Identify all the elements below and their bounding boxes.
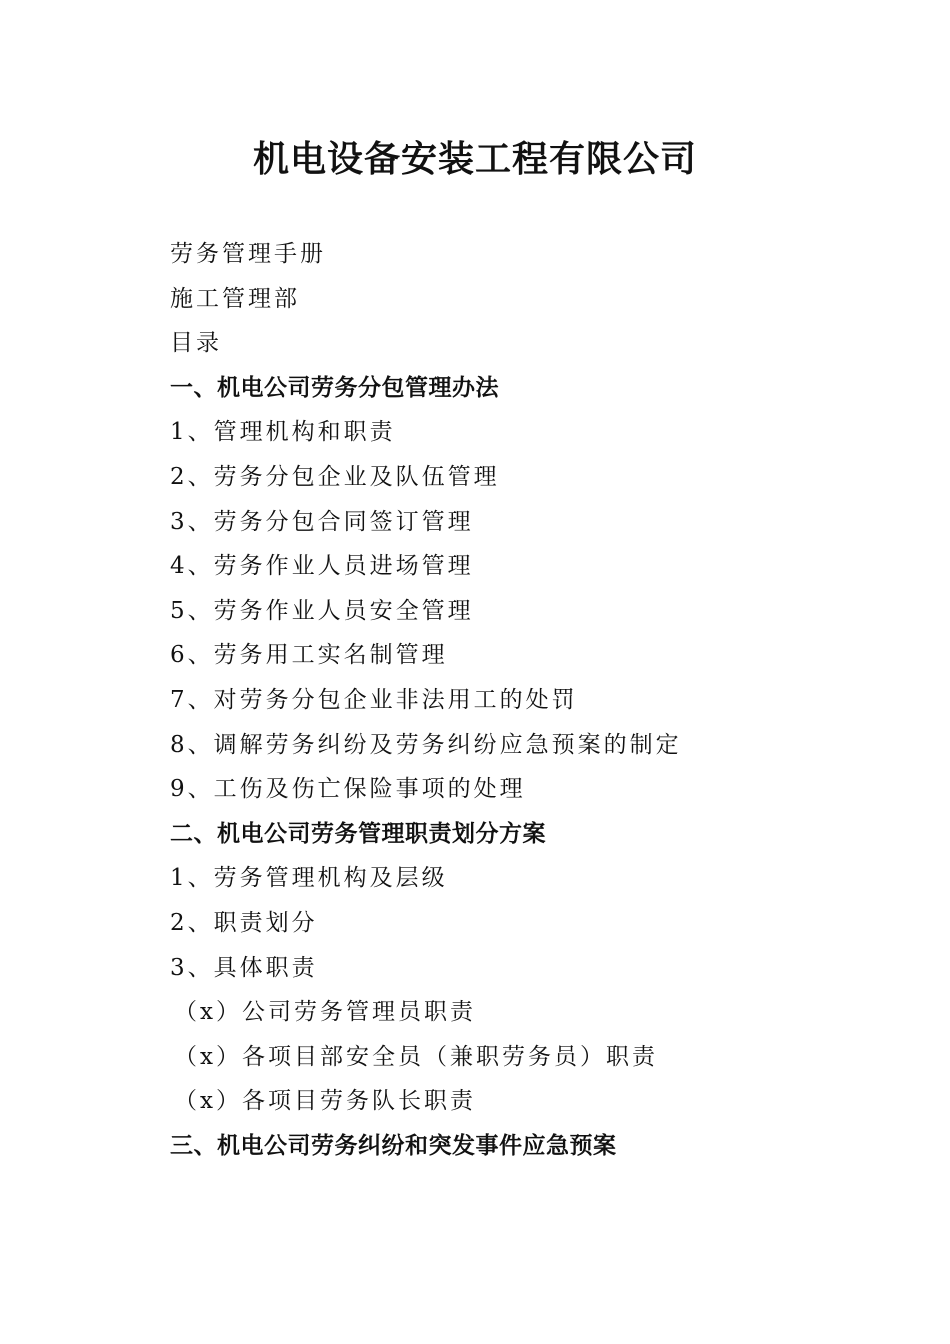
page-title: 机电设备安装工程有限公司	[252, 138, 697, 180]
toc-item: 2、劳务分包企业及队伍管理	[170, 463, 500, 490]
toc-item: 1、劳务管理机构及层级	[170, 865, 448, 892]
toc-item: 7、对劳务分包企业非法用工的处罚	[170, 686, 578, 713]
toc-subitem: （x）各项目部安全员（兼职劳务员）职责	[174, 1043, 658, 1070]
toc-item: 9、工伤及伤亡保险事项的处理	[170, 776, 526, 803]
toc-item: 3、劳务分包合同签订管理	[170, 508, 474, 535]
toc-item: 6、劳务用工实名制管理	[170, 642, 448, 669]
toc-subitem: （x）各项目劳务队长职责	[174, 1088, 476, 1115]
toc-item: 8、调解劳务纠纷及劳务纠纷应急预案的制定	[170, 731, 682, 758]
manual-title: 劳务管理手册	[170, 241, 326, 267]
toc-item: 5、劳务作业人员安全管理	[170, 597, 474, 624]
table-of-contents	[170, 232, 870, 1168]
toc-heading: 目录	[170, 330, 222, 357]
toc-item: 3、具体职责	[170, 954, 318, 981]
toc-item: 4、劳务作业人员进场管理	[170, 553, 474, 580]
department-name: 施工管理部	[170, 285, 300, 312]
toc-item: 1、管理机构和职责	[170, 419, 396, 446]
toc-subitem: （x）公司劳务管理员职责	[174, 999, 476, 1026]
toc-item: 2、职责划分	[170, 909, 318, 936]
toc-section-2: 二、机电公司劳务管理职责划分方案	[170, 820, 546, 847]
toc-section-1: 一、机电公司劳务分包管理办法	[170, 374, 499, 401]
toc-section-3: 三、机电公司劳务纠纷和突发事件应急预案	[170, 1132, 617, 1159]
